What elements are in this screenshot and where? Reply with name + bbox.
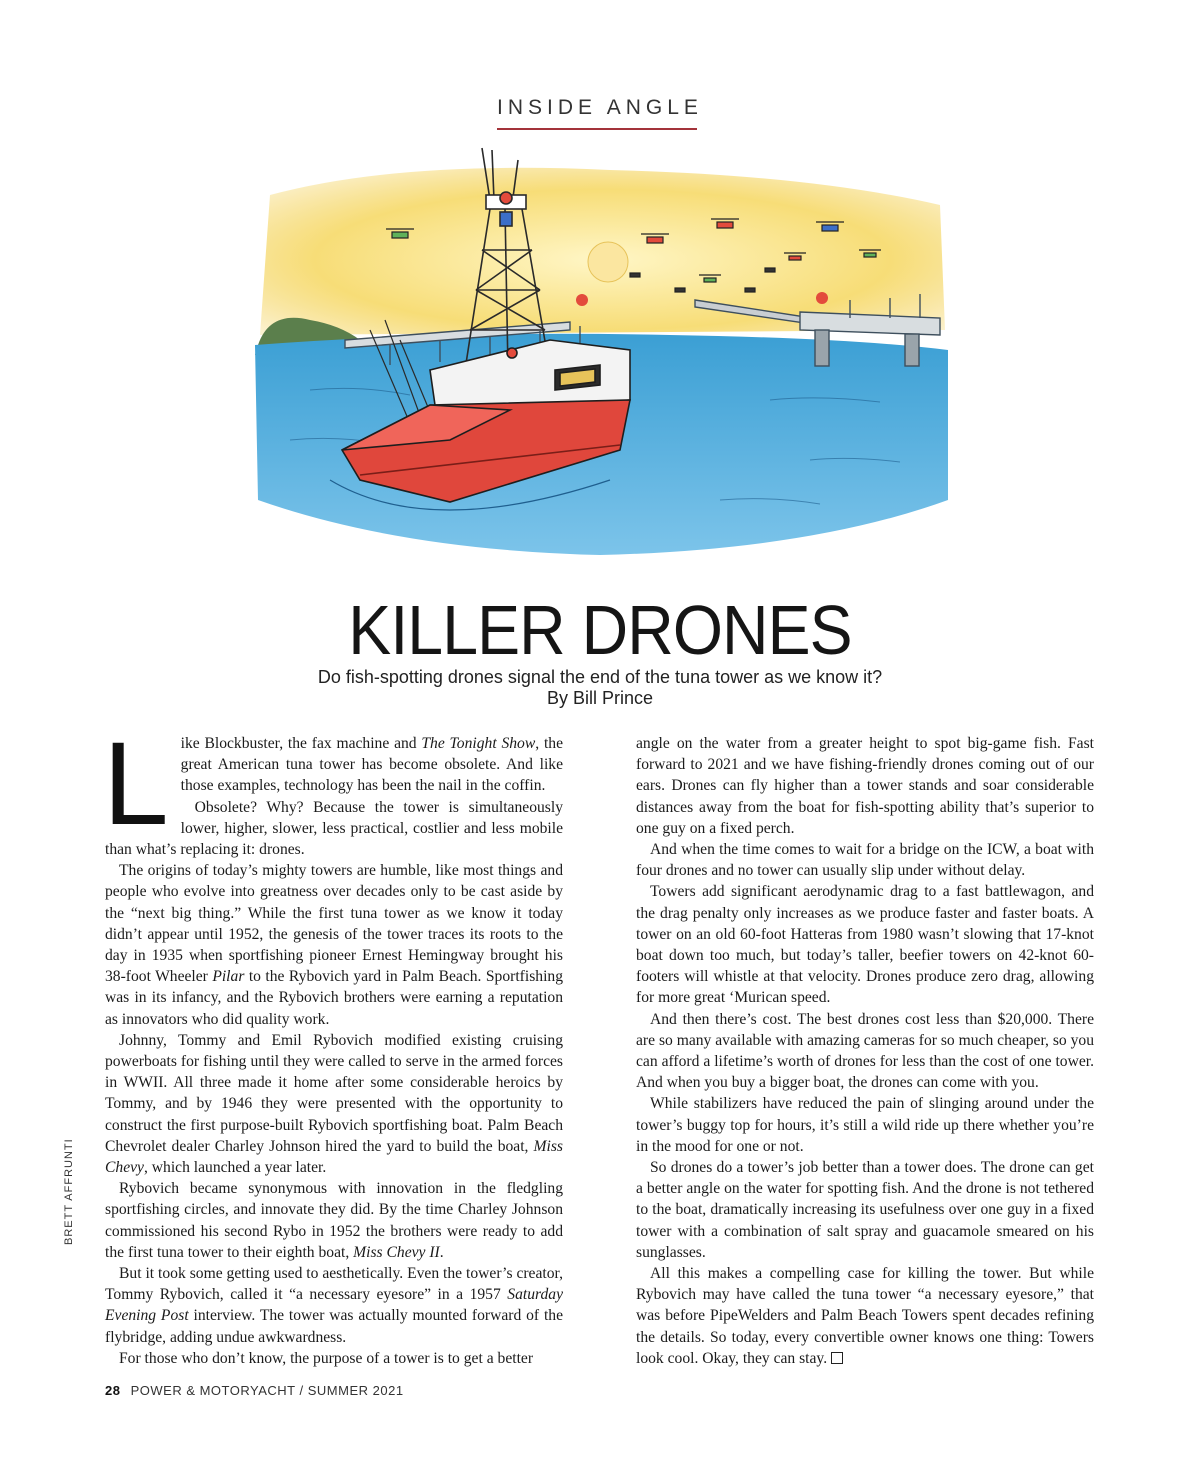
- sun: [588, 242, 628, 282]
- body-text: All this makes a compelling case for killing the tower. But while Rybovich may have called the tuna tower “a necessary eyesore,” that was before PipeWelders and Palm Beach Towers spent decades refining the details. So today, every convertible owner knows one thing: Towers look cool. Okay, they can stay.: [636, 1265, 1094, 1367]
- body-text: So drones do a tower’s job better than a tower does. The drone can get a better angle on the water for spotting fish. And the drone is not tethered to the boat, dramatically increasing its usefulness over one guy in a fixed tower with a combination of salt spray and guacamole smeared on his sunglasses.: [636, 1159, 1094, 1261]
- body-paragraph: [105, 860, 563, 1030]
- body-paragraph: [636, 1157, 1094, 1263]
- body-text: interview. The tower was actually mounted forward of the flybridge, adding undue awkwardness.: [105, 1307, 563, 1346]
- body-text: For those who don’t know, the purpose of a tower is to get a better: [119, 1349, 534, 1367]
- body-text: Johnny, Tommy and Emil Rybovich modified existing cruising powerboats for fishing until they were called to serve in the armed forces in WWII. All three made it home after some considerable heroics by Tommy, and by 1946 they were presented with the opportunity to construct the first purpose-built Rybovich sportfishing boat. Palm Beach Chevrolet dealer Charley Johnson hired the yard to build the boat,: [105, 1031, 563, 1155]
- publication-name: POWER & MOTORYACHT: [130, 1383, 296, 1398]
- body-text: While stabilizers have reduced the pain of slinging around under the tower’s buggy top for hours, it’s still a wild ride up there whether you’re in the mood for one or not.: [636, 1095, 1094, 1155]
- byline: By Bill Prince: [546, 688, 654, 708]
- body-paragraph: [636, 881, 1094, 1008]
- body-text: to the Rybovich yard in Palm Beach. Sportfishing was in its infancy, and the Rybovich brothers were earning a reputation as innovators who did quality work.: [105, 968, 563, 1028]
- body-paragraph: [636, 733, 1094, 839]
- fishing-boat-illustration: [250, 140, 950, 580]
- footer-separator: /: [299, 1383, 304, 1398]
- body-text: And when the time comes to wait for a bridge on the ICW, a boat with four drones and no tower can usually slip under without delay.: [636, 841, 1094, 880]
- body-paragraph: [105, 797, 563, 861]
- issue-date: SUMMER 2021: [307, 1383, 404, 1398]
- body-text: Miss Chevy: [105, 1137, 563, 1177]
- body-paragraph: [105, 1030, 563, 1178]
- page-footer: [105, 1383, 404, 1398]
- body-text: And then there’s cost. The best drones cost less than $20,000. There are so many available with amazing cameras for so much cheaper, so you can afford a lifetime’s worth of drones for less than the cost of one tower. And when you buy a bigger boat, the drones can come with you.: [636, 1010, 1094, 1092]
- body-text: Towers add significant aerodynamic drag to a fast battlewagon, and the drag penalty only increases as we produce faster and faster boats. A tower on an old 60-foot Hatteras from 1980 wasn’t slowing that 17-knot boat down too much, but today’s taller, beefier towers on 42-knot 60-footers will whistle at that velocity. Drones produce zero drag, allowing for more great ‘Murican speed.: [636, 883, 1094, 1007]
- body-text: , which launched a year later.: [143, 1159, 327, 1177]
- body-text: Saturday Evening Post: [105, 1286, 563, 1325]
- body-paragraph: [636, 1093, 1094, 1157]
- article-column-right: [636, 733, 1094, 1369]
- body-text: .: [439, 1243, 444, 1261]
- end-mark-icon: [831, 1352, 843, 1364]
- drop-cap: L: [103, 718, 169, 850]
- body-paragraph: [105, 1178, 563, 1263]
- body-paragraph: [636, 1263, 1094, 1369]
- body-paragraph: [636, 1009, 1094, 1094]
- body-text: angle on the water from a greater height to spot big-game fish. Fast forward to 2021 and we have fishing-friendly drones coming out of our ears. Drones can fly higher than a tower stands and soar considerable distances away from the boat for fish-spotting ability that’s superior to one guy on a fixed perch.: [636, 735, 1094, 837]
- illustration-credit: BRETT AFFRUNTI: [63, 1138, 75, 1245]
- section-label: INSIDE ANGLE: [497, 96, 703, 119]
- body-text: The origins of today’s mighty towers are humble, like most things and people who evolve into greatness over decades only to be cast aside by the “next big thing.” While the first tuna tower as we know it today didn’t appear until 1952, the genesis of the tower traces its roots to the day in 1935 when sportfishing pioneer Ernest Hemingway brought his 38-foot Wheeler: [105, 862, 563, 986]
- article-title: KILLER DRONES: [348, 591, 852, 669]
- body-text: Obsolete? Why? Because the tower is simultaneously lower, higher, slower, less practical, costlier and less mobile than what’s replacing it: drones.: [105, 798, 563, 859]
- body-text: But it took some getting used to aesthetically. Even the tower’s creator, Tommy Rybovich, called it “a necessary eyesore” in a 1957: [105, 1265, 563, 1304]
- dek-text: Do fish-spotting drones signal the end of the tuna tower as we know it?: [317, 667, 883, 687]
- body-text: The Tonight Show: [421, 735, 536, 752]
- body-paragraph: [636, 839, 1094, 881]
- body-text: Rybovich became synonymous with innovation in the fledgling sportfishing circles, and innovate they did. By the time Charley Johnson commissioned his second Rybo in 1952 the brothers were ready to add the first tuna tower to their eighth boat,: [105, 1180, 563, 1261]
- article-column-left: [103, 718, 563, 1369]
- body-text: , the great American tuna tower has become obsolete. And like those examples, technology has been the nail in the coffin.: [180, 735, 563, 795]
- section-rule: [497, 128, 697, 130]
- article-dek: [0, 667, 1200, 709]
- body-text: Pilar: [212, 968, 245, 986]
- body-paragraph: [105, 1348, 563, 1369]
- page-number: 28: [105, 1383, 121, 1398]
- body-paragraph: [105, 1263, 563, 1348]
- body-text: Miss Chevy II: [353, 1243, 440, 1261]
- body-text: ike Blockbuster, the fax machine and: [180, 735, 422, 752]
